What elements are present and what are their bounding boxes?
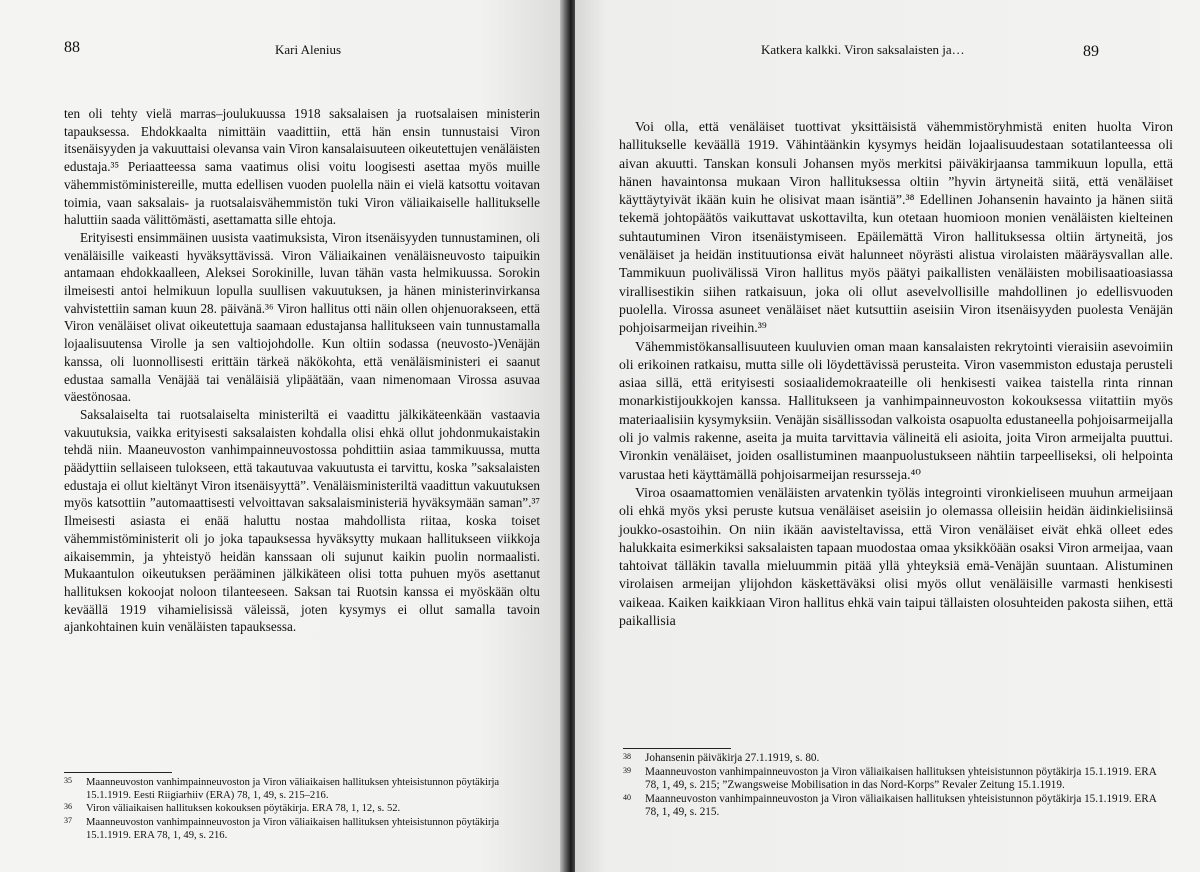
- right-page: [575, 0, 1200, 872]
- footnote-text: Maanneuvoston vanhimpainneuvoston ja Viron väliaikaisen hallituksen yhteisistunnon pöytäkirja 15.1.1919. ERA 78, 1, 49, s. 216.: [86, 816, 500, 841]
- footnote-number: 39: [623, 765, 631, 775]
- paragraph: Voi olla, että venäläiset tuottivat yksittäisistä vähemmistöryhmistä eniten huolta Viron hallitukselle keväällä 1919. Vähintäänkin kysymys heidän lojaalisuudestaan sotatilanteessa oli aivan akuutti. Tanskan konsuli Johansen myös merkitsi päiväkirjaansa tammikuun lopulla, että hänen havaintonsa mukaan Viron hallituksessa oltiin ”hyvin ärtyneitä siitä, että venäläiset käyttäytyivät ikään kuin he olisivat maan isäntiä”.³⁸ Edellinen Johansenin havainto ja hänen siitä tekemä johtopäätös vaikuttavat uskottavilta, kun otetaan huomioon monien venäläisten kielteinen suhtautuminen Viron itsenäistymiseen. Epäilemättä Viron hallituksessa oltiin ärtyneitä, jos venäläiset ja heidän instituutionsa eivät halunneet nöyrästi alistua virolaisten määräysvallan alle. Tammikuun puolivälissä Viron hallitus myös päätyi paikallisten venäläisten mobilisaatioasiassa virallisestikin siihen ratkaisuun, joka oli ollut asevelvollisille mahdollinen jo edellisvuoden puolella. Virossa asuneet venäläiset näet kutsuttiin aseisiin Viron itsenäisyyden puolesta Venäjän pohjoisarmeijan riveihin.³⁹: [619, 119, 1173, 336]
- footnote-number: 37: [64, 815, 72, 825]
- footnote: [623, 766, 1171, 793]
- paragraph: Vähemmistökansallisuuteen kuuluvien oman maan kansalaisten rekrytointi vieraisiin asevoimiin oli erikoinen ratkaisu, mutta sille oli löydettävissä perusteita. Viron vasemmiston edustaja perusteli asiaa sillä, että erityisesti sosiaalidemokraateille oli henkisesti vaikea taistella rinta rinnan monarkistijoukkojen kanssa. Hallitukseen ja vanhimpainneuvoston kokouksessa viitattiin myös materiaalisiin kysymyksiin. Venäjän sisällissodan valkoista osapuolta edustaneella pohjoisarmeijalla oli jo valmis rakenne, aseita ja muita tarvittavia välineitä eli asioita, joita Viron armeijalta puuttui. Vironkin venäläiset, joiden osallistuminen maanpuolustukseen nähtiin tarpeelliseksi, oli helpointa varustaa heti käyttämällä pohjoisarmeijan resursseja.⁴⁰: [619, 338, 1173, 482]
- footnote-number: 40: [623, 792, 631, 802]
- left-body-text: [64, 105, 540, 636]
- paragraph: Erityisesti ensimmäinen uusista vaatimuksista, Viron itsenäisyyden tunnustaminen, oli venäläisille vaikeasti hyväksyttävissä. Viron Väliaikainen venäläisneuvosto taipuikin antamaan ehdokkaalleen, Aleksei Sorokinille, luvan tähän vasta helmikuussa. Sorokin ilmeisesti antoi helmikuun lopulla suullisen vakuutuksen, ja hänen ministerinvirkansa vahvistettiin saman kuun 28. päivänä.³⁶ Viron hallitus otti näin ollen ohjenuorakseen, että Viron venäläiset olivat oikeutettuja saamaan edustajansa hallitukseen vain tunnustamalla lojaalisuutensa Virolle ja sen valtiojohdolle. Kun oltiin sodassa (neuvosto-)Venäjän kanssa, oli luonnollisesti erittäin tärkeä näkökohta, että venäläisministeri ei saanut edustaa samalla Venäjää tai venäläisiä ylipäätään, vaan nimenomaan Virossa asuvaa väestönosaa.: [64, 229, 540, 405]
- footnote: [64, 802, 540, 815]
- footnote-number: 35: [64, 776, 72, 785]
- footnote-text: Maanneuvoston vanhimpainneuvoston ja Viron väliaikaisen hallituksen yhteisistunnon pöytäkirja 15.1.1919. ERA 78, 1, 49, s. 215.: [645, 792, 1157, 819]
- right-footnotes: [623, 752, 1171, 820]
- paragraph: ten oli tehty vielä marras–joulukuussa 1918 saksalaisen ja ruotsalaisen ministerin tapauksessa. Ehdokkaalta nimittäin vaadittiin, että hän ensin tunnustaisi Viron itsenäisyyden ja vakuuttaisi olevansa vain Viron kansalaisuuteen oikeutettujen venäläisten edustaja.³⁵ Periaatteessa sama vaatimus olisi voitu loogisesti asettaa myös muille vähemmistöministereille, mutta edellisen vuoden puolella näin ei vielä katsottu voitavan toimia, vaan saksalais- ja ruotsalaisvähemmistön tuki Viron väliaikaiselle hallitukselle haluttiin saada välittömästi, asettamatta sille ehtoja.: [64, 106, 540, 228]
- footnote-number: 38: [623, 752, 631, 761]
- footnote-rule: [64, 772, 172, 773]
- footnote: [623, 793, 1171, 820]
- footnote: [623, 752, 1171, 766]
- footnote: [64, 816, 540, 842]
- footnote-text: Maanneuvoston vanhimpainneuvoston ja Viron väliaikaisen hallituksen yhteisistunnon pöytäkirja 15.1.1919. Eesti Riigiarhiiv (ERA) 78, 1, 49, s. 215–216.: [86, 777, 500, 802]
- left-footnotes: [64, 776, 540, 842]
- footnote-text: Johansenin päiväkirja 27.1.1919, s. 80.: [645, 752, 820, 764]
- paragraph: Saksalaiselta tai ruotsalaiselta ministeriltä ei vaadittu jälkikäteenkään vastaavia vakuutuksia, vaikka erityisesti saksalaisten kohdalla olisi ehkä ollut johdonmukaistakin tehdä niin. Maaneuvoston vanhimpainneuvostossa pohdittiin asiaa tammikuussa, mutta päädyttiin sellaiseen tulokseen, että takautuvaa vakuutusta ei tarvittu, koska ”saksalaisten edustaja ei ollut kieltänyt Viron itsenäisyyttä”. Venäläisministeriltä vaadittun vakuutuksen myös katsottiin ”automaattisesti velvoittavan saksalaisministeriä hyväksymään saman”.³⁷ Ilmeisesti asiasta ei enää haluttu nostaa mahdollista riitaa, koska toiset vähemmistöministerit oli jo joka tapauksessa hyväksytty mukaan hallitukseen viikkoja aikaisemmin, ja yhteistyö heidän kanssaan oli sujunut kaikin puolin normaalisti. Mukaantulon oikeutuksen perääminen jälkikäteen olisi totta puhuen myös asettanut hallituksen kokoojat noloon tilanteeseen. Saksan tai Ruotsin kanssa ei myöskään oltu keväällä 1919 vihamielisissä väleissä, joten kysymys ei ollut samalla tavoin ajankohtainen kuin venäläisten tapauksessa.: [64, 406, 540, 635]
- footnote-number: 36: [64, 802, 72, 812]
- right-body-text: [619, 118, 1173, 630]
- left-page: [0, 0, 563, 872]
- footnote-rule: [623, 748, 731, 749]
- footnote-text: Maanneuvoston vanhimpainneuvoston ja Viron väliaikaisen hallituksen yhteisistunnon pöytäkirja 15.1.1919. ERA 78, 1, 49, s. 215; ”Zwangsweise Mobilisation in das Nord-Korps” Revaler Zeitung 15.1.1919.: [645, 765, 1157, 792]
- left-running-head: Kari Alenius: [275, 42, 342, 57]
- left-page-number: 88: [64, 39, 80, 56]
- right-running-head: Katkera kalkki. Viron saksalaisten ja…: [761, 42, 965, 57]
- right-page-number: 89: [1083, 43, 1099, 60]
- footnote: [64, 776, 540, 802]
- footnote-text: Viron väliaikaisen hallituksen kokouksen pöytäkirja. ERA 78, 1, 12, s. 52.: [86, 803, 401, 815]
- paragraph: Viroa osaamattomien venäläisten arvatenkin työläs integrointi vironkieliseen muuhun armeijaan oli ehkä myös yksi peruste kutsua venäläiset aseisiin jo olemassa olleisiin heidän äidinkielisiinsä joukko-osastoihin. On niin ikään aavisteltavissa, että Viron venäläiset eivät ehkä olleet edes halukkaita esimerkiksi saksalaisten tapaan muodostaa omaa yksikköään osaksi Viron armeijaa, vaan tahtoivat tälläkin tavalla mieluummin pitää yllä yhteyksiä emä-Venäjän suuntaan. Alistuminen virolaisen armeijan ylijohdon käskettäväksi olisi myös ollut venäläisille varmasti henkisesti vaikeaa. Kaiken kaikkiaan Viron hallitus ehkä vain taipui tällaisten olosuhteiden pakosta siihen, että paikallisia: [619, 484, 1173, 629]
